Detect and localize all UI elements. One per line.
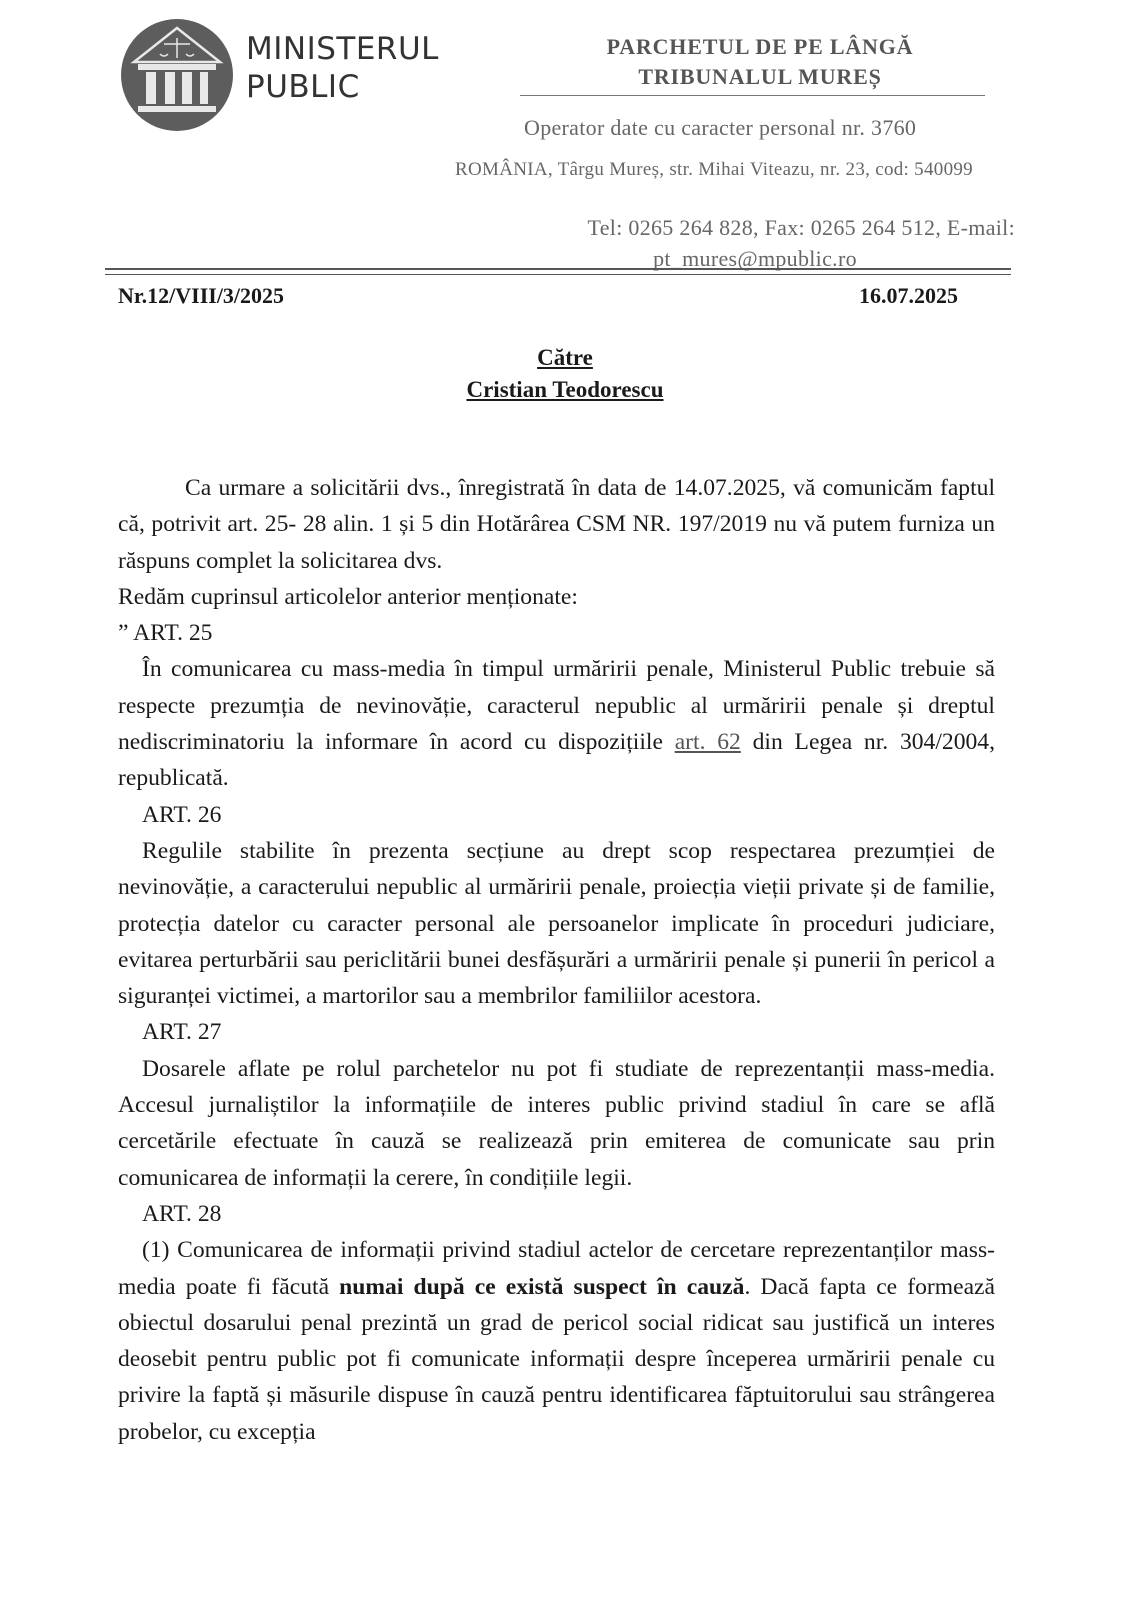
data-operator-number: Operator date cu caracter personal nr. 3760 — [524, 115, 917, 140]
article-25-text — [118, 651, 995, 796]
article-28-text-b: . Dacă fapta ce formează obiectul dosarului penal prezintă un grad de pericol social ridicat sau justifică un interes deosebit pentru public pot fi comunicate informații despre începerea urmăririi penale cu privire la faptă și măsurile dispuse în cauză pentru identificarea făptuitorului sau strângerea probelor, cu excepția — [118, 1273, 995, 1445]
contact-info — [455, 212, 1015, 274]
article-25-heading: ” ART. 25 — [118, 620, 213, 647]
article-28-text-a: (1) Comunicarea de informații privind stadiul actelor de cercetare reprezentanților mass-media poate fi făcută — [118, 1237, 995, 1300]
header-separator — [105, 268, 1011, 275]
addressee-block — [0, 342, 1130, 406]
ministry-name-line2: PUBLIC — [246, 69, 360, 105]
institution-name — [520, 32, 1000, 92]
ministry-logo — [120, 18, 234, 132]
document-date: 16.07.2025 — [859, 283, 958, 308]
institution-address: ROMÂNIA, Târgu Mureș, str. Mihai Viteazu, nr. 23, cod: 540099 — [455, 159, 973, 180]
addressee-name: Cristian Teodorescu — [466, 377, 664, 402]
article-25-text-b: din Legea nr. 304/2004, republicată. — [118, 729, 995, 792]
institution-line1: PARCHETUL DE PE LÂNGĂ — [606, 34, 914, 59]
contact-email[interactable]: pt_mures@mpublic.ro — [653, 246, 857, 271]
article-25-text-a: În comunicarea cu mass-media în timpul urmăririi penale, Ministerul Public trebuie să respecte prezumția de nevinovăție, caracterul nepublic al urmăririi penale și dreptul nediscriminatoriu la informare în acord cu dispozițiile — [118, 656, 995, 756]
institution-underline — [520, 95, 985, 96]
article-28-emphasis: numai după ce există suspect în cauză — [339, 1273, 745, 1300]
document-number: Nr.12/VIII/3/2025 — [118, 283, 285, 308]
letter-body — [118, 470, 995, 1450]
contact-phone-fax: Tel: 0265 264 828, Fax: 0265 264 512, E-mail: — [587, 215, 1015, 240]
ministry-name — [246, 30, 439, 106]
article-26-text: Regulile stabilite în prezenta secțiune au drept scop respectarea prezumției de nevinovăție, a caracterului nepublic al urmăririi penale, proiecția vieții private și de familie, protecția datelor cu caracter personal ale persoanelor implicate în proceduri judiciare, evitarea perturbării sau periclitării bunei desfășurări a urmăririi penale și punerii în pericol a siguranței victimei, a martorilor sau a membrilor familiilor acestora. — [118, 837, 995, 1010]
article-27-text: Dosarele aflate pe rolul parchetelor nu pot fi studiate de reprezentanții mass-media. Accesul jurnaliștilor la informațiile de interes public privind stadiul în care se află cercetările efectuate în cauză se realizează prin emiterea de comunicate sau prin comunicarea de informații la cerere, în condițiile legii. — [118, 1055, 995, 1191]
law-article-link[interactable]: art. 62 — [674, 729, 741, 756]
quoted-articles-intro: Redăm cuprinsul articolelor anterior menționate: — [118, 583, 578, 610]
addressee-label: Către — [537, 345, 593, 370]
ministry-name-line1: MINISTERUL — [246, 31, 439, 67]
article-28-heading: ART. 28 — [142, 1200, 222, 1227]
article-27-heading: ART. 27 — [142, 1019, 222, 1046]
article-26-heading: ART. 26 — [142, 801, 222, 828]
article-28-text — [118, 1232, 995, 1450]
intro-paragraph: Ca urmare a solicitării dvs., înregistrată în data de 14.07.2025, vă comunicăm faptul că, potrivit art. 25- 28 alin. 1 și 5 din Hotărârea CSM NR. 197/2019 nu vă putem furniza un răspuns complet la solicitarea dvs. — [118, 475, 995, 574]
institution-line2: TRIBUNALUL MUREȘ — [638, 64, 882, 89]
